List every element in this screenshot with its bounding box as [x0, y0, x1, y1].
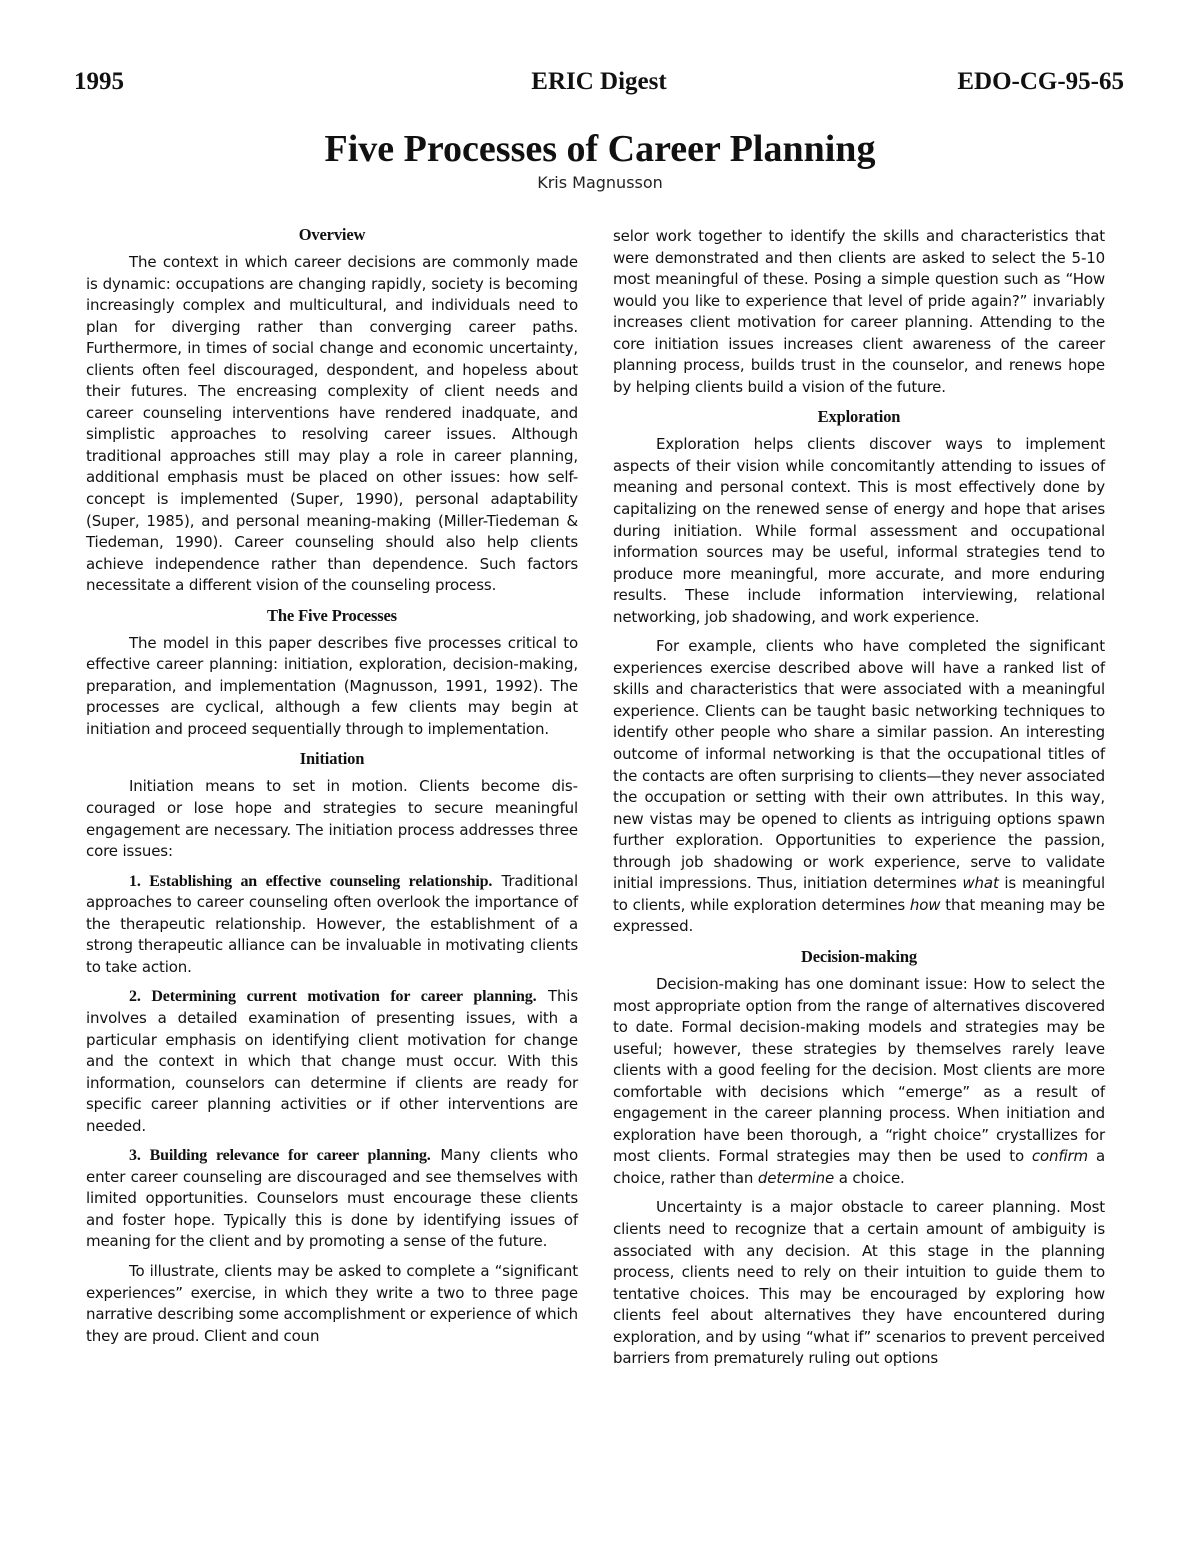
text-run: Decision-making has one dominant issue: How to select the most appropriate option from the range of alternatives discovered to date. Formal decision-making models and strategies may be useful; however, these strategies by themselves rarely leave clients with a good feeling for the decision. Most clients are more comfortable with decisions which “emerge” as a result of engagement in the career planning process. When initiation and exploration have been thorough, a “right choice” crystallizes for most clients. Formal strategies may then be used to: [613, 974, 1105, 1166]
section-heading-five-processes: The Five Processes: [267, 605, 397, 625]
list-item-lead: 3. Building relevance for career planning.: [129, 1147, 431, 1165]
emphasis: confirm: [1031, 1147, 1089, 1166]
left-column: [86, 224, 578, 1355]
paragraph: [613, 636, 1105, 938]
paragraph: The model in this paper describes five processes critical to effective career planning: initiation, exploration, decision-making, preparation, and implementation (Magnusson, 1991, 1992). The processes are cyclical, although a few clients may begin at initiation and proceed sequentially through to implementation.: [86, 633, 578, 738]
section-heading-exploration: Exploration: [817, 407, 901, 427]
paragraph-continued: selor work together to identify the skills and characteristics that were demonstrated and then clients are asked to select the 5-10 most meaningful of these. Posing a simple question such as “How would you like to experience that level of pride again?” invariably increases client motivation for career planning. Attending to the core initiation issues increases client awareness of the career planning process, builds trust in the counselor, and renews hope by helping clients build a vision of the future.: [613, 227, 1105, 396]
paragraph: [613, 974, 1105, 1189]
list-item-text: Traditional approaches to career counseling often overlook the importance of the therapeutic relationship. However, the establishment of a strong therapeutic alliance can be invaluable in motivating clients to take action.: [86, 871, 578, 976]
series-name: ERIC Digest: [531, 68, 667, 95]
publication-year: 1995: [74, 68, 124, 95]
emphasis: determine: [757, 1168, 835, 1187]
text-run: a choice.: [834, 1168, 905, 1187]
paragraph: Uncertainty is a major obstacle to career planning. Most clients need to recognize that a certain amount of ambiguity is associated with any decision. At this stage in the planning process, clients need to rely on their intuition to guide them to tentative choices. This may be encouraged by exploring how clients feel about alternatives they have encountered during exploration, and by using “what if” scenarios to prevent perceived barriers from prematurely ruling out options: [613, 1198, 1105, 1368]
list-item-text: Many clients who enter career counseling are discouraged and see themselves with limited opportunities. Counselors must encourage these clients and foster hope. Typically this is done by identifying issues of meaning for the client and by promoting a sense of the future.: [86, 1146, 578, 1251]
paragraph: To illustrate, clients may be asked to complete a “significant experiences” exercise, in which they write a two to three page narrative describing some accomplishment or experience of which they are proud. Client and coun: [86, 1261, 578, 1345]
running-header: [74, 68, 1124, 104]
section-heading-initiation: Initiation: [299, 749, 365, 769]
paragraph: Initiation means to set in motion. Clients become discouraged or lose hope and strategies to secure meaningful engagement are necessary. The initiation process addresses three core issues:: [86, 777, 578, 861]
text-run: is meaningful to clients, while exploration determines: [613, 874, 1106, 914]
section-heading-decision-making: Decision-making: [800, 946, 917, 966]
right-column: [613, 226, 1105, 1378]
list-item: [86, 871, 578, 979]
section-heading-overview: Overview: [298, 225, 366, 244]
list-item: [86, 1145, 578, 1253]
document-id: EDO-CG-95-65: [957, 68, 1124, 95]
author-name: Kris Magnusson: [537, 173, 663, 192]
list-item: [86, 986, 578, 1137]
document-title: Five Processes of Career Planning: [324, 128, 876, 170]
text-run: a choice, rather than: [613, 1147, 1105, 1187]
paragraph: The context in which career decisions are commonly made is dynamic: occupations are changing rapidly, society is becoming increasingly complex and multicultural, and individuals need to plan for diverging rather than converging career paths. Furthermore, in times of social change and economic uncertainty, clients often feel discouraged, despondent, and hopeless about their futures. The encreasing complexity of client needs and career counseling interventions have rendered inadquate, and simplistic approaches to resolving career issues. Although traditional approaches still may play a role in career planning, additional emphasis must be placed on other issues: how self-concept is implemented (Super, 1990), personal adaptability (Super, 1985), and personal meaning-making (Miller-Tiedeman & Tiedeman, 1990). Career counseling should also help clients achieve independence rather than dependence. Such factors necessitate a different vision of the counseling process.: [86, 253, 578, 595]
text-run: For example, clients who have completed the significant experiences exercise described above will have a ranked list of skills and characteristics that were associated with a meaningful experience. Clients can be taught basic networking techniques to identify other people who share a similar passion. An interesting outcome of informal networking is that the occupational titles of the contacts are often surprising to clients—they never associated the occupation or setting with their own attributes. In this way, new vistas may be opened to clients as intriguing options spawn further exploration. Opportunities to experience the passion, through job shadowing or work experience, serve to validate initial impressions. Thus, initiation determines: [613, 637, 1105, 893]
paragraph: Exploration helps clients discover ways to implement aspects of their vision while concomitantly attending to issues of meaning and personal context. This is most effectively done by capitalizing on the renewed sense of energy and hope that arises during initiation. While formal assessment and occupational information sources may be useful, informal strategies tend to produce more meaningful, more accurate, and more enduring results. These include information interviewing, relational networking, job shadowing, and work experience.: [613, 435, 1105, 626]
emphasis: how: [909, 895, 941, 914]
list-item-text: This involves a detailed examination of presenting issues, with a particular emphasis on identifying client motivation for change and the context in which that change must occur. With this information, counselors can determine if clients are ready for specific career planning activities or if other interventions are needed.: [86, 987, 578, 1135]
emphasis: what: [962, 874, 999, 893]
text-run: that meaning may be expressed.: [613, 895, 1106, 936]
list-item-lead: 1. Establishing an effective counseling relationship.: [129, 872, 493, 890]
list-item-lead: 2. Determining current motivation for career planning.: [129, 988, 537, 1006]
